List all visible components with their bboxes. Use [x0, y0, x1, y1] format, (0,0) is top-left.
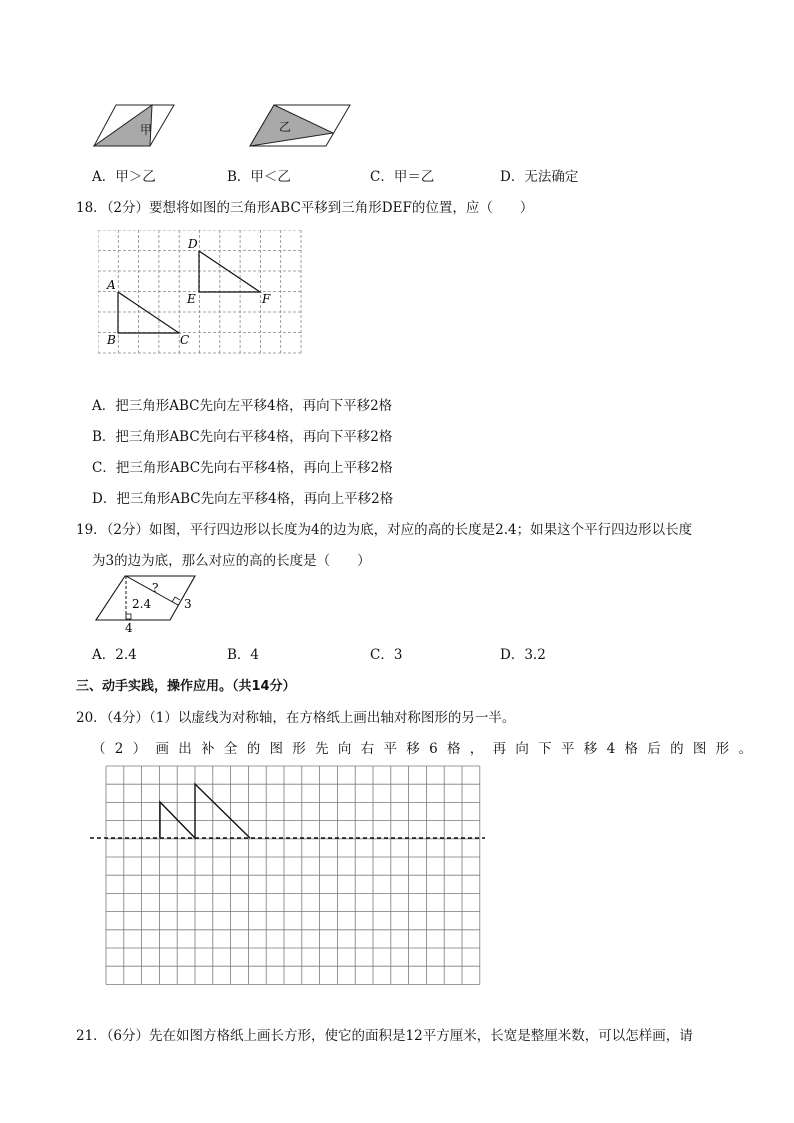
q18-score: （2分） — [106, 200, 150, 216]
label-2-4: 2.4 — [132, 597, 152, 611]
shape-half — [160, 784, 250, 838]
q17-option-b: B．甲＜乙 — [227, 169, 291, 185]
parallelogram-yi — [250, 105, 350, 146]
q17-option-a: A．甲＞乙 — [92, 169, 156, 185]
q20-line2: （2）画出补全的图形先向右平移6格，再向下平移4格后的图形。 — [92, 741, 762, 757]
q19-option-b: B．4 — [227, 647, 260, 663]
q17-option-d: D．无法确定 — [500, 169, 579, 185]
q18-number: 18． — [76, 200, 107, 216]
right-angle-mark-side — [172, 597, 180, 602]
q20-line1: 20．（4分）（1）以虚线为对称轴，在方格纸上画出轴对称图形的另一半。 — [76, 710, 516, 726]
q18-option-b: B．把三角形ABC先向右平移4格，再向下平移2格 — [92, 429, 393, 445]
section-3-title: 三、动手实践，操作应用。（共14分） — [76, 679, 296, 694]
label-3: 3 — [184, 597, 192, 611]
q17-option-c: C．甲＝乙 — [370, 169, 435, 185]
q21-line1: 21．（6分）先在如图方格纸上画长方形，使它的面积是12平方厘米，长宽是整厘米数，可以怎样画，请 — [76, 1028, 693, 1044]
q17-figures — [90, 100, 360, 152]
label-jia: 甲 — [140, 123, 153, 137]
q19-option-c: C．3 — [370, 647, 403, 663]
q18-option-a: A．把三角形ABC先向左平移4格，再向下平移2格 — [92, 398, 393, 414]
point-f-label: F — [262, 292, 271, 306]
triangle-def — [199, 251, 260, 292]
q18-text: 要想将如图的三角形ABC平移到三角形DEF的位置，应（ ） — [149, 200, 534, 216]
parallelogram-jia — [94, 105, 174, 146]
label-4: 4 — [125, 621, 133, 634]
triangle-abc — [118, 292, 179, 333]
q20-grid-figure — [90, 764, 490, 986]
label-question: ? — [152, 581, 159, 595]
q20-square-grid — [106, 766, 480, 984]
q19-option-a: A．2.4 — [92, 647, 137, 663]
point-b-label: B — [107, 333, 116, 347]
q18-option-c: C．把三角形ABC先向右平移4格，再向上平移2格 — [92, 460, 393, 476]
q18-option-d: D．把三角形ABC先向左平移4格，再向上平移2格 — [92, 491, 394, 507]
q19-parallelogram-figure — [92, 572, 202, 634]
q19-option-d: D．3.2 — [500, 647, 546, 663]
point-c-label: C — [180, 333, 190, 347]
right-angle-mark-base — [126, 614, 131, 619]
point-d-label: D — [188, 237, 198, 251]
label-yi: 乙 — [279, 120, 292, 134]
q19-stem-line1: 19．（2分）如图，平行四边形以长度为4的边为底，对应的高的长度是2.4；如果这个平行四边形以长度 — [76, 522, 693, 538]
q19-stem-line2: 为3的边为底，那么对应的高的长度是（ ） — [92, 553, 371, 569]
point-a-label: A — [107, 278, 116, 292]
point-e-label: E — [187, 292, 196, 306]
q18-grid-figure — [98, 230, 304, 354]
q18-stem — [76, 196, 533, 216]
